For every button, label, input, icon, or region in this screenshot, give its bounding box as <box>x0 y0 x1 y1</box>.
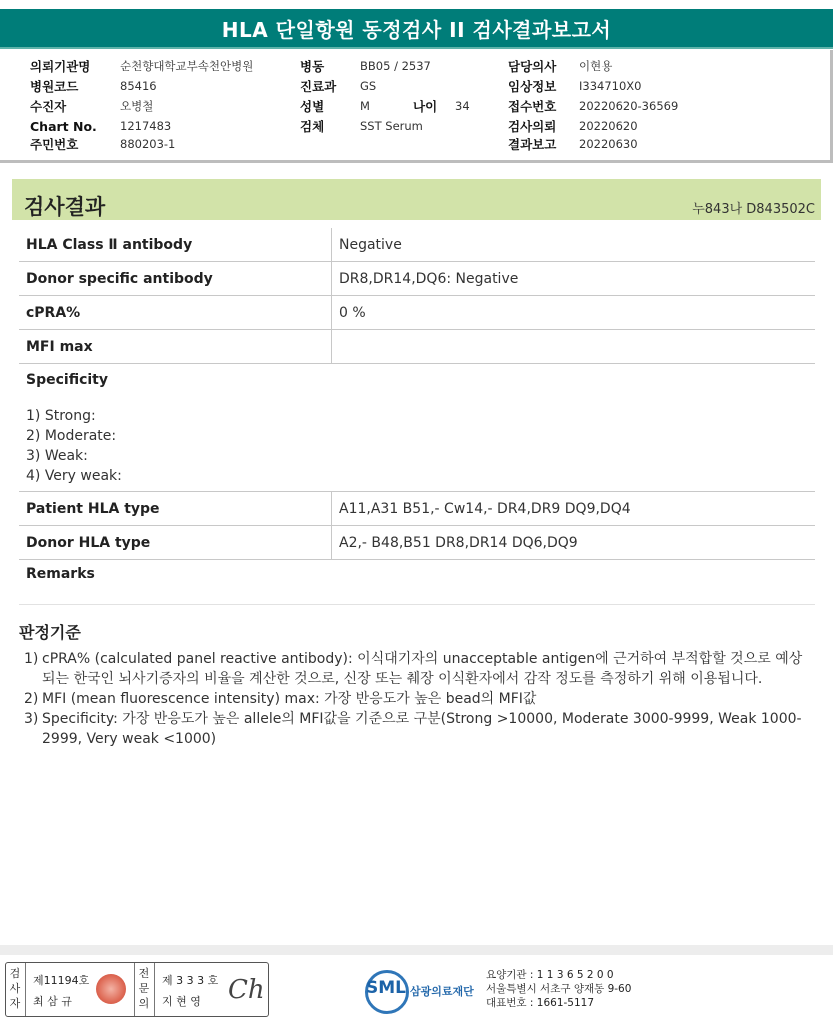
info-value: 순천향대학교부속천안병원 <box>120 59 254 73</box>
divider <box>25 963 26 1016</box>
results-section-header <box>12 179 821 220</box>
section-title: 검사결과 <box>24 195 106 219</box>
info-label: 결과보고 <box>508 137 557 152</box>
logo-text: SML <box>366 978 406 998</box>
result-row <box>19 296 815 330</box>
results-table <box>19 228 815 605</box>
info-value: SST Serum <box>360 119 423 133</box>
criteria-number: 2) <box>24 691 39 707</box>
specificity-item: 4) Very weak: <box>26 468 122 484</box>
specificity-item: 2) Moderate: <box>26 428 117 444</box>
info-row <box>30 136 253 152</box>
info-label: 병동 <box>300 59 325 74</box>
info-value: GS <box>360 79 377 93</box>
expert-number: 제 3 3 3 호 <box>162 974 219 987</box>
criteria-number: 3) <box>24 711 39 727</box>
report-title: HLA 단일항원 동정검사 II 검사결과보고서 <box>0 9 833 49</box>
info-label: 임상정보 <box>508 79 557 94</box>
organization-name: 삼광의료재단 <box>410 985 474 998</box>
info-row <box>300 96 470 116</box>
info-value: 이현용 <box>579 59 613 73</box>
info-row <box>300 116 470 136</box>
criteria-text: Specificity: 가장 반응도가 높은 allele의 MFI값을 기준으로 구분(Strong >10000, Moderate 3000-9999, Weak 1000-2999, Very weak <1000) <box>42 711 802 747</box>
section-code: 누843나 D843502C <box>692 202 815 217</box>
info-value: 20220620-36569 <box>579 99 679 113</box>
specificity-list <box>26 406 122 486</box>
result-label: HLA Class Ⅱ antibody <box>19 228 332 261</box>
divider <box>134 963 135 1016</box>
result-row <box>19 228 815 262</box>
criteria-list <box>24 649 809 749</box>
result-value: DR8,DR14,DQ6: Negative <box>339 270 519 287</box>
info-value: BB05 / 2537 <box>360 59 431 73</box>
result-value <box>332 330 815 363</box>
info-column-2 <box>300 56 470 136</box>
info-row <box>300 76 470 96</box>
expert-name: 지 현 영 <box>162 995 201 1008</box>
info-label: 성별 <box>300 99 325 114</box>
info-row <box>30 116 253 136</box>
tester-name: 최 삼 규 <box>33 995 72 1008</box>
info-row <box>30 56 253 76</box>
info-value: 20220630 <box>579 137 638 151</box>
criteria-text: cPRA% (calculated panel reactive antibody): 이식대기자의 unacceptable antigen에 근거하여 부적합할 것으로 예상되는 한국인 뇌사기증자의 비율을 계산한 것으로, 신장 또는 췌장 이식환자에서 감작 정도를 측정하기 위해 이용됩니다. <box>42 651 803 687</box>
info-value: 880203-1 <box>120 137 176 151</box>
result-label: Donor specific antibody <box>19 262 332 295</box>
vertical-char: 문 <box>138 982 150 995</box>
info-column-1 <box>30 56 253 152</box>
info-row <box>30 76 253 96</box>
result-label: cPRA% <box>19 296 332 329</box>
seal-stamp-icon <box>96 974 126 1004</box>
result-value: 0 % <box>339 304 366 321</box>
info-row <box>508 76 678 96</box>
result-label: Donor HLA type <box>19 526 332 559</box>
divider <box>154 963 155 1016</box>
info-row <box>508 56 678 76</box>
criteria-item <box>24 709 809 749</box>
org-info-line: 대표번호 : 1661-5117 <box>486 997 595 1009</box>
result-label: MFI max <box>19 330 332 363</box>
remarks-block <box>19 560 815 605</box>
result-value: A11,A31 B51,- Cw14,- DR4,DR9 DQ9,DQ4 <box>339 500 631 517</box>
info-label: 수진자 <box>30 99 67 114</box>
vertical-char: 자 <box>9 997 21 1010</box>
criteria-item <box>24 689 809 709</box>
info-value: 오병철 <box>120 99 154 113</box>
info-label: 검사의뢰 <box>508 119 557 134</box>
result-label: Patient HLA type <box>19 492 332 525</box>
vertical-char: 전 <box>138 967 150 980</box>
info-label: 병원코드 <box>30 79 79 94</box>
info-row <box>508 136 678 152</box>
vertical-char: 검 <box>9 967 21 980</box>
footer-divider <box>0 945 833 955</box>
patient-info-block <box>0 50 833 163</box>
remarks-label: Remarks <box>26 566 95 582</box>
info-label: 검체 <box>300 119 325 134</box>
info-label: 접수번호 <box>508 99 557 114</box>
org-info-line: 서울특별시 서초구 양재동 9-60 <box>486 983 632 995</box>
info-label: 담당의사 <box>508 59 557 74</box>
tester-vertical-label <box>8 966 22 1011</box>
criteria-number: 1) <box>24 651 39 667</box>
signature-box <box>5 962 269 1017</box>
info-value: 85416 <box>120 79 157 93</box>
result-value: A2,- B48,B51 DR8,DR14 DQ6,DQ9 <box>339 534 578 551</box>
criteria-title: 판정기준 <box>19 623 81 642</box>
info-value: I334710X0 <box>579 79 642 93</box>
info-value: M <box>360 99 370 113</box>
expert-vertical-label <box>137 966 151 1011</box>
info-row <box>508 116 678 136</box>
specificity-label: Specificity <box>26 372 108 388</box>
info-column-3 <box>508 56 678 152</box>
tester-number: 제11194호 <box>33 974 90 987</box>
result-row <box>19 330 815 364</box>
info-row <box>508 96 678 116</box>
info-row <box>30 96 253 116</box>
info-label: Chart No. <box>30 118 97 134</box>
age-value: 34 <box>455 99 470 113</box>
vertical-char: 의 <box>138 997 150 1010</box>
info-label: 의뢰기관명 <box>30 59 91 74</box>
age-label: 나이 <box>413 99 438 114</box>
specificity-item: 1) Strong: <box>26 408 96 424</box>
info-value: 1217483 <box>120 119 172 133</box>
specificity-block <box>19 364 815 492</box>
info-value: 20220620 <box>579 119 638 133</box>
org-info-line: 요양기관 : 1 1 3 6 5 2 0 0 <box>486 969 614 981</box>
handwritten-signature: Ch <box>228 975 265 1005</box>
info-label: 진료과 <box>300 79 337 94</box>
result-row <box>19 262 815 296</box>
specificity-item: 3) Weak: <box>26 448 88 464</box>
criteria-text: MFI (mean fluorescence intensity) max: 가장 반응도가 높은 bead의 MFI값 <box>42 691 537 707</box>
info-label: 주민번호 <box>30 137 79 152</box>
result-value: Negative <box>339 236 402 253</box>
info-row <box>300 56 470 76</box>
result-row <box>19 492 815 526</box>
result-row <box>19 526 815 560</box>
organization-info <box>486 968 631 1010</box>
vertical-char: 사 <box>9 982 21 995</box>
criteria-item <box>24 649 809 689</box>
